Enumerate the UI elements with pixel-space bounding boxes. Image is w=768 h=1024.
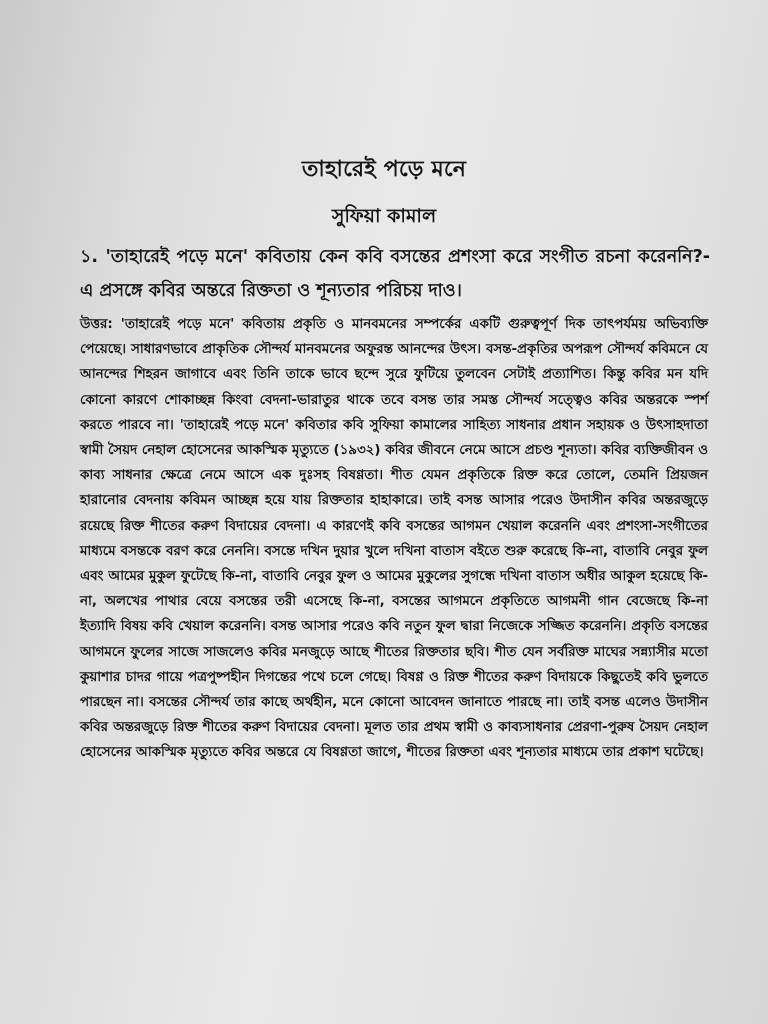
- question-text: ১. 'তাহারেই পড়ে মনে' কবিতায় কেন কবি বসন্তের প্রশংসা করে সংগীত রচনা করেননি?- এ প্রসঙ্গে কবির অন্তরে রিক্ততা ও শূন্যতার পরিচয় দাও।: [80, 247, 710, 301]
- poet-name: সুফিয়া কামাল: [331, 205, 437, 227]
- answer-paragraph: উত্তর: 'তাহারেই পড়ে মনে' কবিতায় প্রকৃতি ও মানবমনের সম্পর্কের একটি গুরুত্বপূর্ণ দিক তাৎপর্যময় অভিব্যক্তি পেয়েছে। সাধারণভাবে প্রাকৃতিক সৌন্দর্য মানবমনের অফুরন্ত আনন্দের উৎস। বসন্ত-প্রকৃতির অপরূপ সৌন্দর্য কবিমনে যে আনন্দের শিহরন জাগাবে এবং তিনি তাকে ভাবে ছন্দে সুরে ফুটিয়ে তুলবেন সেটাই প্রত্যাশিত। কিন্তু কবির মন যদি কোনো কারণে শোকাচ্ছন্ন কিংবা বেদনা-ভারাতুর থাকে তবে বসন্ত তার সমস্ত সৌন্দর্য সত্ত্বেও কবির অন্তরকে স্পর্শ করতে পারবে না। 'তাহারেই পড়ে মনে' কবিতার কবি সুফিয়া কামালের সাহিত্য সাধনার প্রধান সহায়ক ও উৎসাহদাতা স্বামী সৈয়দ নেহাল হোসেনের আকস্মিক মৃত্যুতে (১৯৩২) কবির জীবনে নেমে আসে প্রচণ্ড শূন্যতা। কবির ব্যক্তিজীবন ও কাব্য সাধনার ক্ষেত্রে নেমে আসে এক দুঃসহ বিষণ্ণতা। শীত যেমন প্রকৃতিকে রিক্ত করে তোলে, তেমনি প্রিয়জন হারানোর বেদনায় কবিমন আচ্ছন্ন হয়ে যায় রিক্ততার হাহাকারে। তাই বসন্ত আসার পরেও উদাসীন কবির অন্তরজুড়ে রয়েছে রিক্ত শীতের করুণ বিদায়ের বেদনা। এ কারণেই কবি বসন্তের আগমন খেয়াল করেননি এবং প্রশংসা-সংগীতের মাধ্যমে বসন্তকে বরণ করে নেননি। বসন্তে দখিন দুয়ার খুলে দখিনা বাতাস বইতে শুরু করেছে কি-না, বাতাবি নেবুর ফুল এবং আমের মুকুল ফুটেছে কি-না, বাতাবি নেবুর ফুল ও আমের মুকুলের সুগন্ধে দখিনা বাতাস অধীর আকুল হয়েছে কি-না, অলখের পাথার বেয়ে বসন্তের তরী এসেছে কি-না, বসন্তের আগমনে প্রকৃতিতে আগমনী গান বেজেছে কি-না ইত্যাদি বিষয় কবি খেয়াল করেননি। বসন্ত আসার পরেও কবি নতুন ফুল দ্বারা নিজেকে সজ্জিত করেননি। প্রকৃতি বসন্তের আগমনে ফুলের সাজে সাজলেও কবির মনজুড়ে আছে শীতের রিক্ততার ছবি। শীত যেন সর্বরিক্ত মাঘের সন্ন্যাসীর মতো কুয়াশার চাদর গায়ে পত্রপুষ্পহীন দিগন্তের পথে চলে গেছে। বিষণ্ণ ও রিক্ত শীতের করুণ বিদায়কে কিছুতেই কবি ভুলতে পারছেন না। বসন্তের সৌন্দর্য তার কাছে অর্থহীন, মনে কোনো আবেদন জানাতে পারছে না। তাই বসন্ত এলেও উদাসীন কবির অন্তরজুড়ে রিক্ত শীতের করুণ বিদায়ের বেদনা। মূলত তার প্রথম স্বামী ও কাব্যসাধনার প্রেরণা-পুরুষ সৈয়দ নেহাল হোসেনের আকস্মিক মৃত্যুতে কবির অন্তরে যে বিষণ্ণতা জাগে, শীতের রিক্ততা এবং শূন্যতার মাধ্যমে তার প্রকাশ ঘটেছে।: [80, 317, 708, 761]
- poem-title: তাহারেই পড়ে মনে: [301, 157, 467, 182]
